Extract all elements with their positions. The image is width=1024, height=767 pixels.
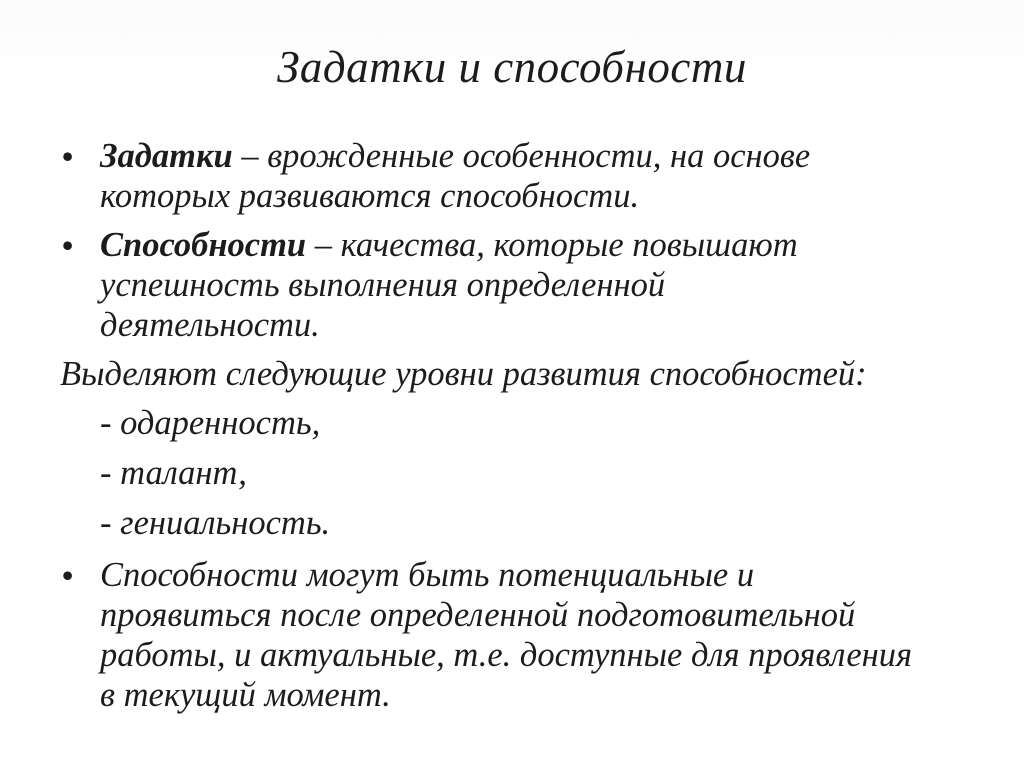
level-item: - гениальность.: [100, 504, 331, 542]
bullet-item-zadatki: [60, 136, 890, 216]
potential-text: Способности могут быть потенциальные и проявиться после определенной подготовительной работы, и актуальные, т.е. доступные для проявления в текущий момент.: [100, 556, 913, 714]
slide-title: Задатки и способности: [277, 42, 747, 92]
definition-zadatki: – врожденные особенности, на основе которых развиваются способности.: [100, 137, 811, 215]
level-item: - одаренность,: [100, 404, 321, 442]
bullet-marker: •: [62, 138, 74, 174]
level-item: - талант,: [100, 454, 247, 492]
term-zadatki: Задатки: [100, 137, 233, 175]
levels-intro: Выделяют следующие уровни развития способностей:: [60, 355, 867, 393]
bullet-item-sposobnosti: [60, 225, 860, 345]
bullet-item-potential: [60, 555, 930, 715]
bullet-marker: •: [62, 227, 74, 263]
bullet-marker: •: [62, 557, 74, 593]
definition-sposobnosti: – качества, которые повышают успешность выполнения определенной деятельности.: [100, 226, 798, 344]
term-sposobnosti: Способности: [100, 226, 307, 264]
slide-body: [60, 136, 960, 724]
